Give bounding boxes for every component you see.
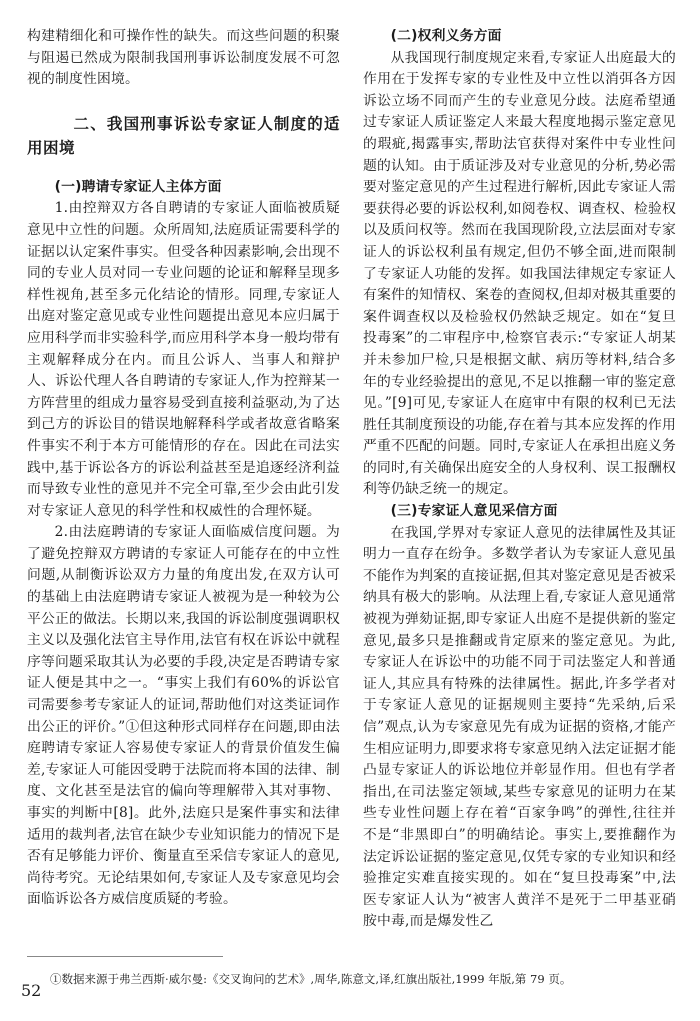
paragraph-party-hired-experts: 1.由控辩双方各自聘请的专家证人面临被质疑意见中立性的问题。众所周知,法庭质证需要科学的证据以认定案件事实。但受各种因素影响,会出现不同的专业人员对同一专业问题的论证和解释呈现多样性视角,甚至多元化结论的情形。同理,专家证人出庭对鉴定意见或专业性问题提出意见本应归属于应用科学而非实验科学,而应用科学本身一般均带有主观解释成分在内。而且公诉人、当事人和辩护人、诉讼代理人各自聘请的专家证人,作为控辩某一方阵营里的组成力量容易受到直接利益驱动,为了达到己方的诉讼目的错误地解释科学或者故意省略案件事实不利于本方可能情形的存在。因此在司法实践中,基于诉讼各方的诉讼利益甚至是追逐经济利益而导致专业性的意见并不完全可靠,至少会由此引发对专家证人意见的科学性和权威性的合理怀疑。 [27, 200, 340, 519]
paragraph-rights-obligations: 从我国现行制度规定来看,专家证人出庭最大的作用在于发挥专家的专业性及中立性以消弭各方因诉讼立场不同而产生的专业意见分歧。法庭希望通过专家证人质证鉴定人来最大程度地揭示鉴定意见的瑕疵,揭露事实,帮助法官获得对案件中专业性问题的认知。由于质证涉及对专业意见的分析,势必需要对鉴定意见的产生过程进行解析,因此专家证人需要获得必要的诉讼权利,如阅卷权、调查权、检验权以及质问权等。然而在我国现阶段,立法层面对专家证人的诉讼权利虽有规定,但仍不够全面,进而限制了专家证人功能的发挥。如我国法律规定专家证人有案件的知情权、案卷的查阅权,但却对极其重要的案件调查权以及检验权仍然缺乏规定。如在“复旦投毒案”的二审程序中,检察官表示:“专家证人胡某并未参加尸检,只是根据文献、病历等材料,结合多年的专业经验提出的意见,不足以推翻一审的鉴定意见。”[9]可见,专家证人在庭审中有限的权利已无法胜任其制度预设的功能,存在着与其本应发挥的作用严重不匹配的问题。同时,专家证人在承担出庭义务的同时,有关确保出庭安全的人身权利、误工报酬权利等仍缺乏统一的规定。 [363, 49, 676, 498]
section-heading: 二、我国刑事诉讼专家证人制度的适用困境 [27, 114, 340, 157]
footnote-text: ①数据来源于弗兰西斯·威尔曼:《交叉询问的艺术》,周华,陈意文,译,红旗出版社,1999 年版,第 79 页。 [50, 972, 572, 986]
subheading-rights-obligations: (二)权利义务方面 [390, 28, 502, 44]
left-column [27, 26, 340, 933]
page-number: 52 [21, 981, 42, 1000]
paragraph-court-hired-experts: 2.由法庭聘请的专家证人面临威信度问题。为了避免控辩双方聘请的专家证人可能存在的中立性问题,从制衡诉讼双方力量的角度出发,在双方认可的基础上由法庭聘请专家证人被视为是一种较为公平公正的做法。长期以来,我国的诉讼制度强调职权主义以及强化法官主导作用,法官有权在诉讼中就程序等问题采取其认为必要的手段,决定是否聘请专家证人便是其中之一。“事实上我们有60%的诉讼官司需要参考专家证人的证词,帮助他们对这类证词作出公正的评价。”①但这种形式同样存在问题,即由法庭聘请专家证人容易使专家证人的背景价值发生偏差,专家证人可能因受聘于法院而将本国的法律、制度、文化甚至是法官的偏向等理解带入其对事物、事实的判断中[8]。此外,法庭只是案件事实和法律适用的裁判者,法官在缺少专业知识能力的情况下是否有足够能力评价、衡量直至采信专家证人的意见,尚待考究。无论结果如何,专家证人及专家意见均会面临诉讼各方威信度质疑的考验。 [27, 524, 340, 908]
paragraph-opinion-admissibility: 在我国,学界对专家证人意见的法律属性及其证明力一直存在纷争。多数学者认为专家证人意见虽不能作为判案的直接证据,但其对鉴定意见是否被采纳具有极大的影响。从法理上看,专家证人意见通常被视为弹劾证据,即专家证人出庭不是提供新的鉴定意见,最多只是推翻或肯定原来的鉴定意见。为此,专家证人在诉讼中的功能不同于司法鉴定人和普通证人,其应具有特殊的法律属性。据此,许多学者对于专家证人意见的证据规则主要持“先采纳,后采信”观点,认为专家意见先有成为证据的资格,才能产生相应证明力,即要求将专家意见纳入法定证据才能凸显专家证人的诉讼地位并彰显作用。但也有学者指出,在司法鉴定领域,某些专家意见的证明力在某些专业性问题上存在着“百家争鸣”的弹性,往往并不是“非黑即白”的明确结论。事实上,要推翻作为法定诉讼证据的鉴定意见,仅凭专家的专业知识和经验推定实难直接实现的。如在“复旦投毒案”中,法医专家证人认为“被害人黄洋不是死于二甲基亚硝胺中毒,而是爆发性乙 [363, 524, 676, 930]
two-column-layout [27, 26, 676, 933]
right-column [363, 26, 676, 933]
footnote-area [27, 956, 676, 987]
subheading-opinion-admissibility: (三)专家证人意见采信方面 [390, 503, 558, 520]
continuation-paragraph: 构建精细化和可操作性的缺失。而这些问题的积聚与阻遏已然成为限制我国刑事诉讼制度发展不可忽视的制度性困境。 [27, 28, 340, 88]
footnote-divider [27, 956, 223, 957]
subheading-hiring-expert-witness: (一)聘请专家证人主体方面 [54, 178, 222, 195]
